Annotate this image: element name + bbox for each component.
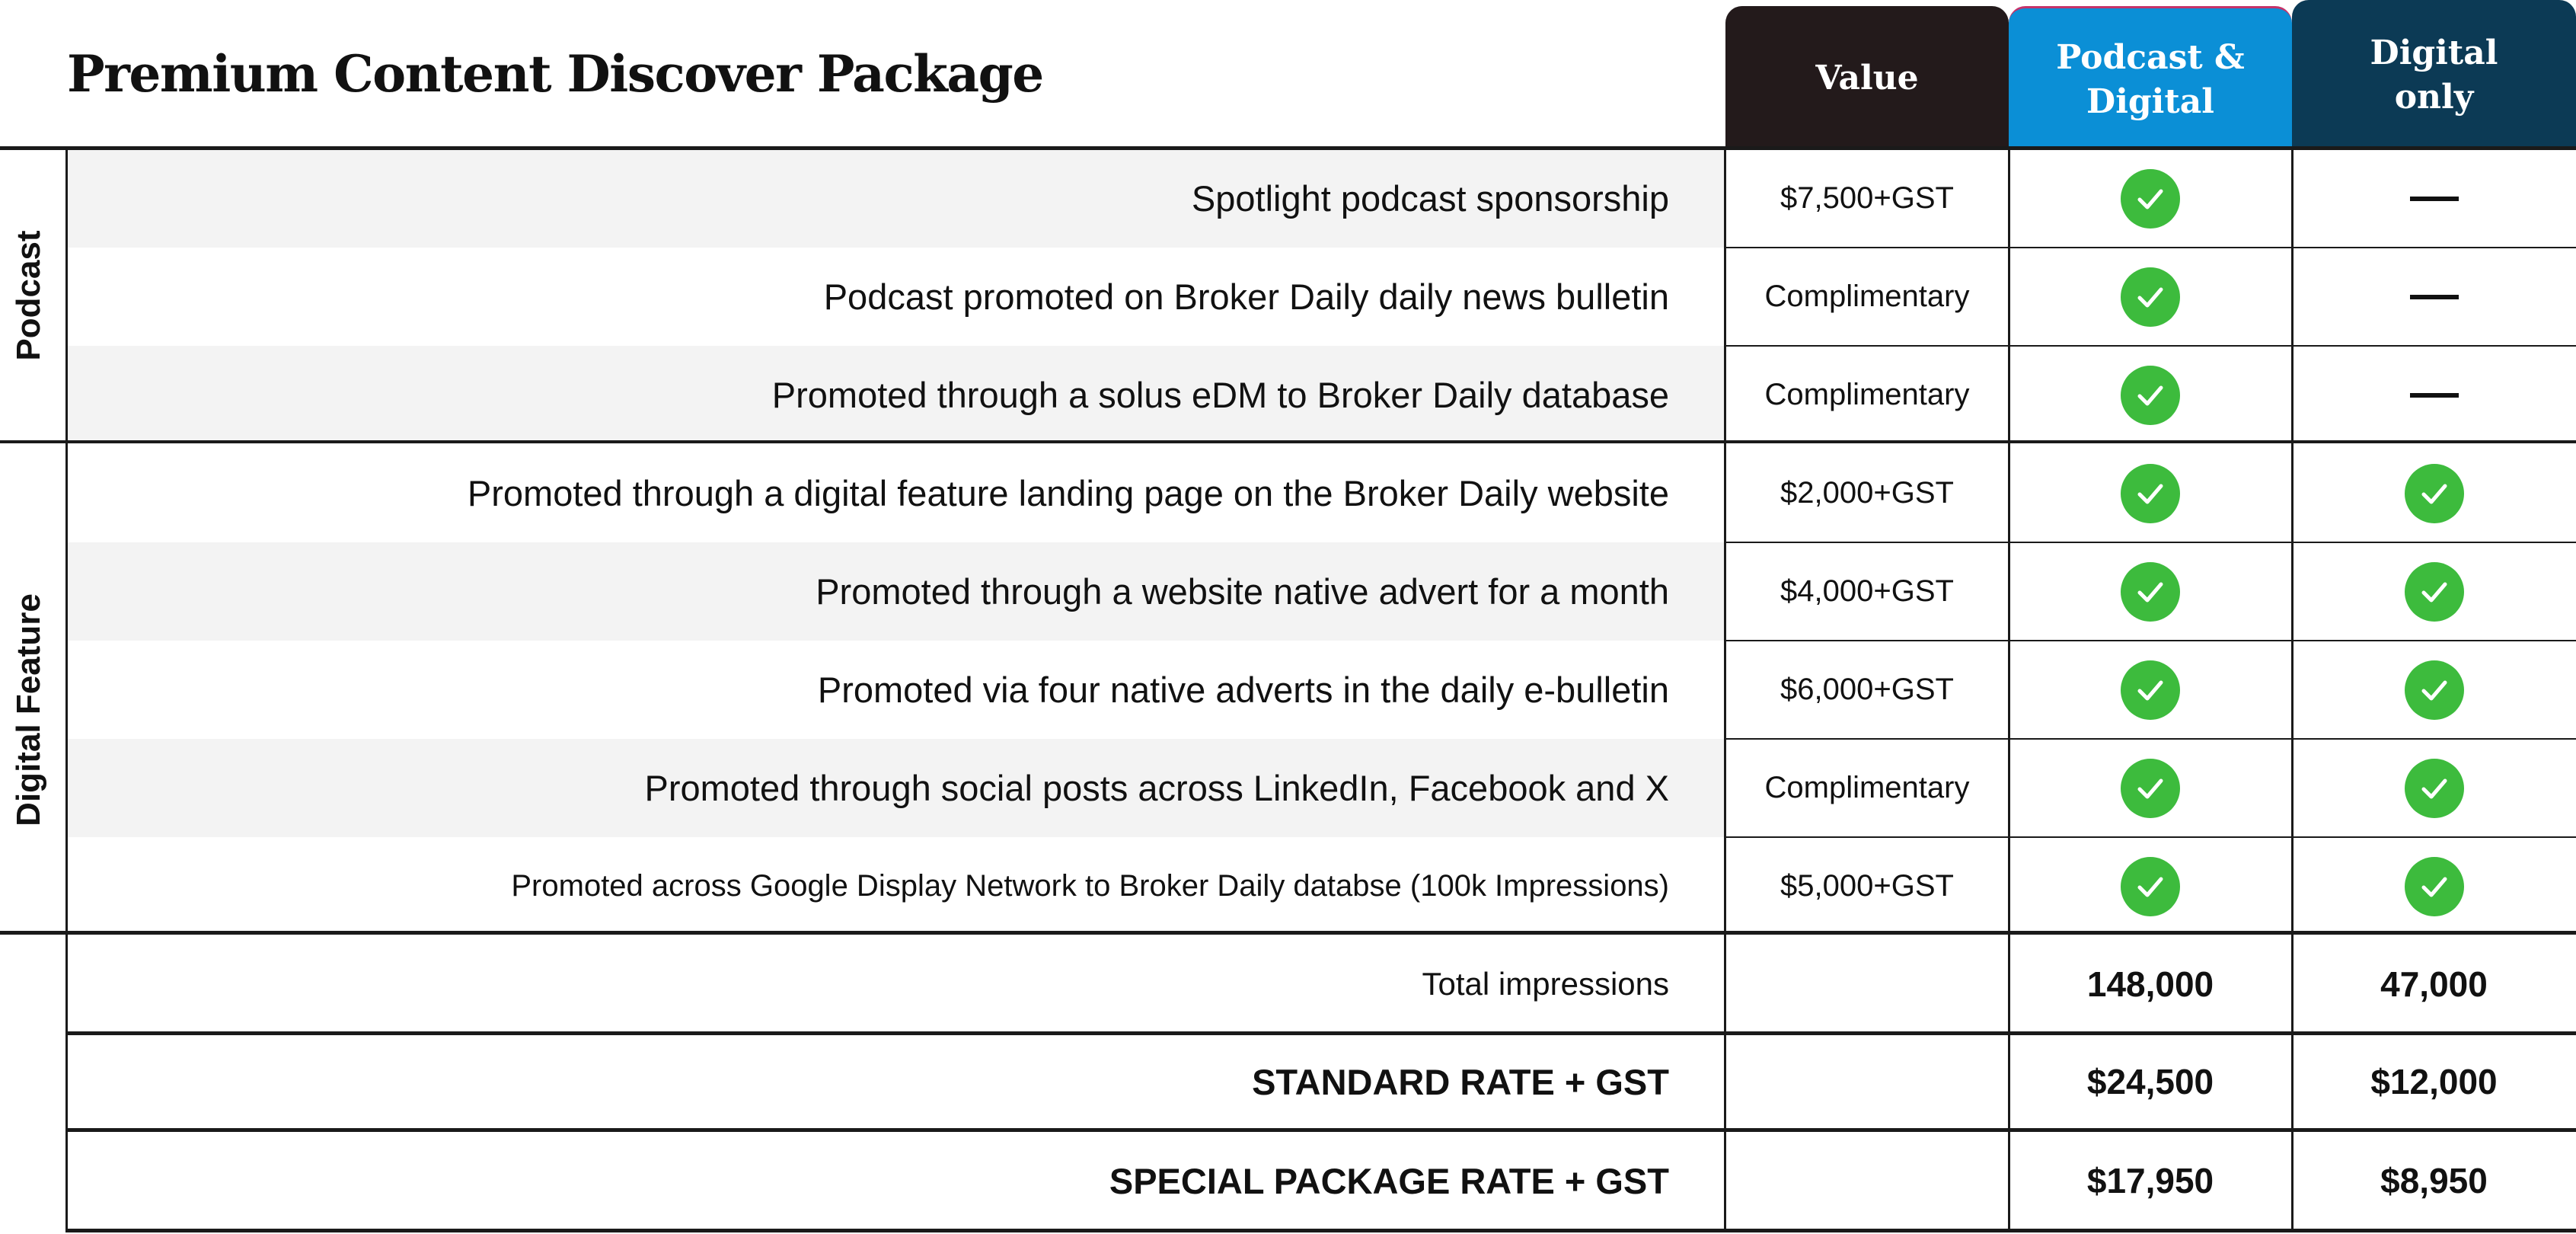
standard-rate-podcast-digital: $24,500 xyxy=(2086,1062,2214,1101)
dash-icon xyxy=(2410,295,2459,299)
feature-label: Promoted through social posts across LinkedIn, Facebook and X xyxy=(644,768,1669,808)
value-cell: $7,500+GST xyxy=(1780,181,1954,215)
section-label-digital-feature: Digital Feature xyxy=(10,593,47,826)
podcast-digital-cell xyxy=(2009,739,2292,837)
special-rate-podcast-digital: $17,950 xyxy=(2086,1161,2214,1200)
check-circle-icon xyxy=(2405,464,2464,523)
value-column-rule xyxy=(1724,148,1726,1232)
digital-only-cell xyxy=(2292,739,2576,837)
dash-icon xyxy=(2410,393,2459,398)
podcast-digital-cell xyxy=(2009,641,2292,739)
podcast-digital-cell xyxy=(2009,837,2292,935)
page-title: Premium Content Discover Package xyxy=(67,44,1043,104)
podcast-digital-cell xyxy=(2009,346,2292,444)
check-circle-icon xyxy=(2405,562,2464,622)
feature-label: Promoted through a solus eDM to Broker Daily database xyxy=(771,375,1669,415)
check-circle-icon xyxy=(2405,857,2464,916)
total-impressions-digital-only: 47,000 xyxy=(2380,964,2488,1004)
podcast-digital-column-rule xyxy=(2008,148,2010,1232)
feature-label: Promoted across Google Display Network to Broker Daily databse (100k Impressions) xyxy=(511,869,1669,903)
value-cell: $2,000+GST xyxy=(1780,476,1954,510)
podcast-digital-cell xyxy=(2009,248,2292,346)
feature-label: Spotlight podcast sponsorship xyxy=(1191,178,1669,219)
summary-row-rule xyxy=(65,1031,2576,1035)
podcast-digital-cell xyxy=(2009,444,2292,542)
value-cell: Complimentary xyxy=(1764,771,1970,804)
check-circle-icon xyxy=(2405,759,2464,818)
header-rule xyxy=(0,146,2576,150)
row-rule xyxy=(1725,640,2576,641)
value-cell: Complimentary xyxy=(1764,280,1970,313)
column-header-value-label: Value xyxy=(1815,59,1919,98)
feature-label: Podcast promoted on Broker Daily daily news bulletin xyxy=(823,277,1669,317)
summary-row-rule xyxy=(65,1128,2576,1132)
column-header-value xyxy=(1725,6,2009,148)
column-header-podcast-digital-line1: Podcast & xyxy=(2056,37,2245,77)
column-header-podcast-digital xyxy=(2009,6,2292,148)
row-rule xyxy=(1725,836,2576,838)
check-circle-icon xyxy=(2121,169,2180,229)
check-circle-icon xyxy=(2121,267,2180,327)
digital-only-cell xyxy=(2292,444,2576,542)
table-bottom-rule xyxy=(65,1229,2576,1232)
check-circle-icon xyxy=(2121,759,2180,818)
row-rule xyxy=(1725,345,2576,347)
special-rate-digital-only: $8,950 xyxy=(2380,1161,2488,1200)
special-rate-label: SPECIAL PACKAGE RATE + GST xyxy=(1109,1160,1669,1201)
feature-label: Promoted via four native adverts in the daily e-bulletin xyxy=(817,670,1669,710)
summary-rule xyxy=(0,931,2576,935)
column-header-digital-only xyxy=(2292,0,2576,148)
check-circle-icon xyxy=(2121,366,2180,425)
digital-only-cell xyxy=(2292,641,2576,739)
value-cell: Complimentary xyxy=(1764,378,1970,411)
label-column-rule xyxy=(65,148,68,1232)
column-header-digital-only-line2: only xyxy=(2394,78,2474,117)
check-circle-icon xyxy=(2121,857,2180,916)
dash-icon xyxy=(2410,197,2459,201)
check-circle-icon xyxy=(2405,660,2464,720)
section-label-podcast: Podcast xyxy=(10,230,47,361)
value-cell: $4,000+GST xyxy=(1780,574,1954,608)
section-rule xyxy=(0,440,2576,443)
check-circle-icon xyxy=(2121,464,2180,523)
feature-label: Promoted through a digital feature landing page on the Broker Daily website xyxy=(467,473,1669,513)
row-rule xyxy=(1725,738,2576,740)
digital-only-cell xyxy=(2292,542,2576,641)
total-impressions-podcast-digital: 148,000 xyxy=(2086,964,2214,1004)
digital-only-cell xyxy=(2292,837,2576,935)
column-header-digital-only-line1: Digital xyxy=(2370,34,2498,72)
standard-rate-digital-only: $12,000 xyxy=(2370,1062,2498,1101)
podcast-digital-cell xyxy=(2009,542,2292,641)
row-rule xyxy=(1725,247,2576,248)
row-rule xyxy=(1725,542,2576,543)
total-impressions-label: Total impressions xyxy=(1422,966,1669,1002)
feature-label: Promoted through a website native advert for a month xyxy=(816,571,1669,612)
podcast-digital-cell xyxy=(2009,149,2292,248)
standard-rate-label: STANDARD RATE + GST xyxy=(1252,1061,1669,1102)
digital-only-cell xyxy=(2292,149,2576,248)
column-header-podcast-digital-line2: Digital xyxy=(2086,82,2214,121)
check-circle-icon xyxy=(2121,660,2180,720)
value-cell: $6,000+GST xyxy=(1780,673,1954,706)
digital-only-cell xyxy=(2292,346,2576,444)
check-circle-icon xyxy=(2121,562,2180,622)
digital-only-column-rule xyxy=(2291,148,2294,1232)
digital-only-cell xyxy=(2292,248,2576,346)
value-cell: $5,000+GST xyxy=(1780,869,1954,903)
